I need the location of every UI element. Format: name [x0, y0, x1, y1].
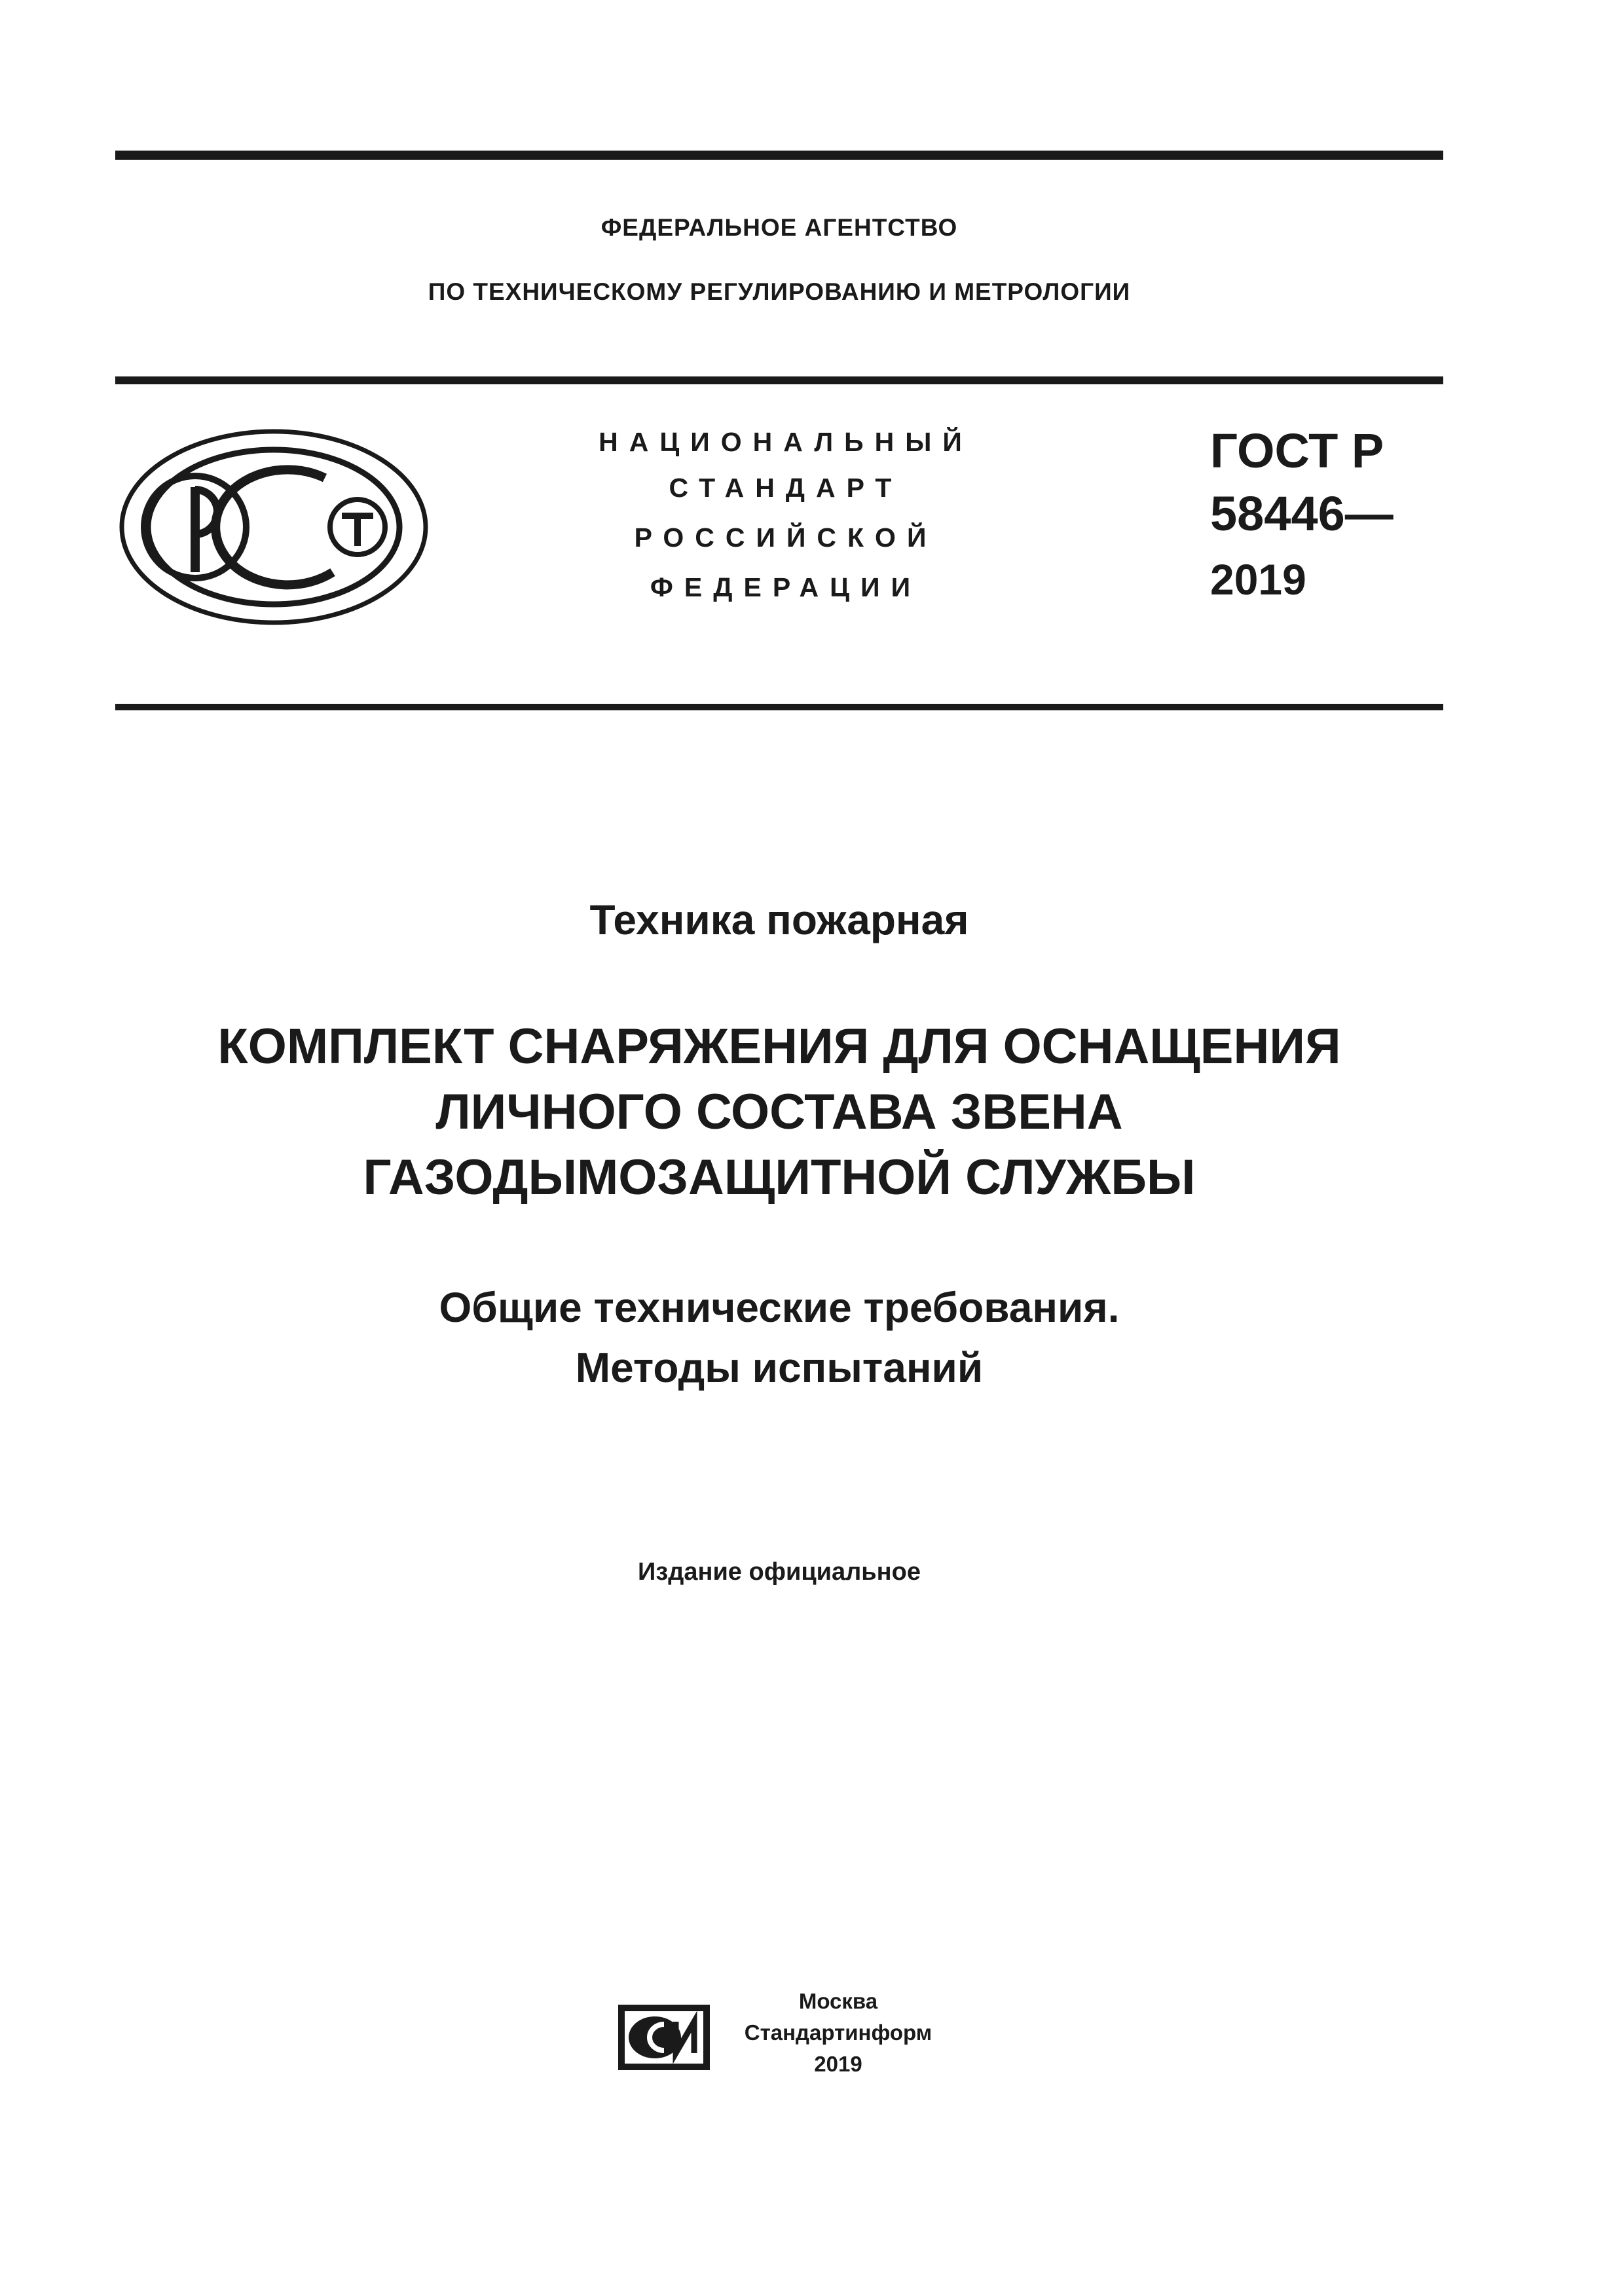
publisher-city: Москва	[798, 1989, 878, 2013]
agency-name-line-2: ПО ТЕХНИЧЕСКОМУ РЕГУЛИРОВАНИЮ И МЕТРОЛОГИИ	[428, 278, 1131, 305]
standard-designation-line-1: ГОСТ Р	[1210, 424, 1384, 478]
agency-name-line-1: ФЕДЕРАЛЬНОЕ АГЕНТСТВО	[600, 214, 958, 241]
header-bottom-rule	[115, 704, 1443, 710]
national-standard-line-3: РОССИЙСКОЙ	[634, 522, 938, 553]
document-title-line-1: КОМПЛЕКТ СНАРЯЖЕНИЯ ДЛЯ ОСНАЩЕНИЯ	[217, 1019, 1341, 1074]
top-rule	[115, 151, 1443, 160]
document-title-line-3: ГАЗОДЫМОЗАЩИТНОЙ СЛУЖБЫ	[363, 1150, 1196, 1205]
national-standard-line-4: ФЕДЕРАЦИИ	[650, 572, 922, 602]
subject-field: Техника пожарная	[589, 896, 969, 943]
document-subtitle-line-2: Методы испытаний	[575, 1344, 984, 1391]
national-standard-line-2: СТАНДАРТ	[669, 473, 903, 503]
document-title-line-2: ЛИЧНОГО СОСТАВА ЗВЕНА	[435, 1084, 1123, 1140]
document-subtitle-line-1: Общие технические требования.	[439, 1284, 1120, 1331]
standard-designation-line-2: 58446—	[1210, 486, 1393, 541]
publication-year: 2019	[814, 2052, 862, 2076]
header-rule	[115, 376, 1443, 384]
publisher-name: Стандартинформ	[744, 2020, 932, 2045]
standartinform-logo-icon	[616, 2002, 712, 2073]
standard-designation-line-3: 2019	[1210, 555, 1306, 604]
edition-note: Издание официальное	[638, 1558, 921, 1586]
national-standard-line-1: НАЦИОНАЛЬНЫЙ	[599, 427, 973, 457]
rst-logo-icon	[117, 427, 431, 627]
